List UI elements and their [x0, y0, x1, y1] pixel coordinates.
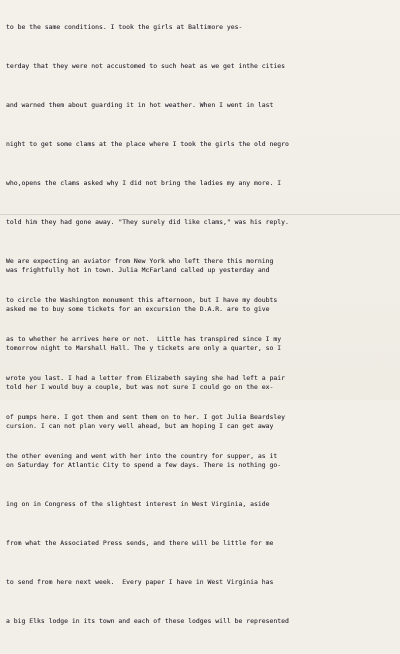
letter-line: and warned them about guarding it in hot weather. When I went in last — [6, 101, 274, 109]
letter-line: terday that they were not accustomed to such heat as we get inthe cities — [6, 62, 286, 70]
letter-line: wrote you last. I had a letter from Elizabeth saying she had left a pair — [6, 374, 286, 382]
letter-line: cursion. I can not plan very well ahead, but am hoping I can get away — [6, 422, 274, 430]
letter-line: to be the same conditions. I took the girls at Baltimore yes- — [6, 23, 243, 31]
letter-line: night to get some clams at the place where I took the girls the old negro — [6, 140, 289, 148]
letter-line: asked me to buy some tickets for an excursion the D.A.R. are to give — [6, 305, 270, 313]
letter-line: who,opens the clams asked why I did not bring the ladies my any more. I — [6, 179, 282, 187]
letter-line: tomorrow night to Marshall Hall. The y tickets are only a quarter, so I — [6, 344, 282, 352]
letter-line: from what the Associated Press sends, and there will be little for me — [6, 539, 274, 547]
letter-line: on Saturday for Atlantic City to spend a few days. There is nothing go- — [6, 461, 282, 469]
page-fold-divider — [0, 214, 400, 215]
letter-line: ing on in Congress of the slightest interest in West Virginia, aside — [6, 500, 270, 508]
letter-line: We are expecting an aviator from New York who left there this morning — [6, 257, 274, 265]
letter-line: of pumps here. I got them and sent them on to her. I got Julia Beardsley — [6, 413, 286, 421]
letter-line: the other evening and went with her into the country for supper, as it — [6, 452, 278, 460]
letter-line: to circle the Washington monument this afternoon, but I have my doubts — [6, 296, 278, 304]
letter-line: as to whether he arrives here or not. Little has transpired since I my — [6, 335, 282, 343]
letter-line: told her I would buy a couple, but was not sure I could go on the ex- — [6, 383, 274, 391]
letter-line: was frightfully hot in town. Julia McFarland called up yesterday and — [6, 266, 270, 274]
letter-line: told him they had gone away. "They surely did like clams," was his reply. — [6, 218, 289, 226]
letter-page-lower — [6, 238, 398, 654]
letter-line: a big Elks lodge in its town and each of these lodges will be represented — [6, 617, 289, 625]
letter-line: to send from here next week. Every paper I have in West Virginia has — [6, 578, 274, 586]
